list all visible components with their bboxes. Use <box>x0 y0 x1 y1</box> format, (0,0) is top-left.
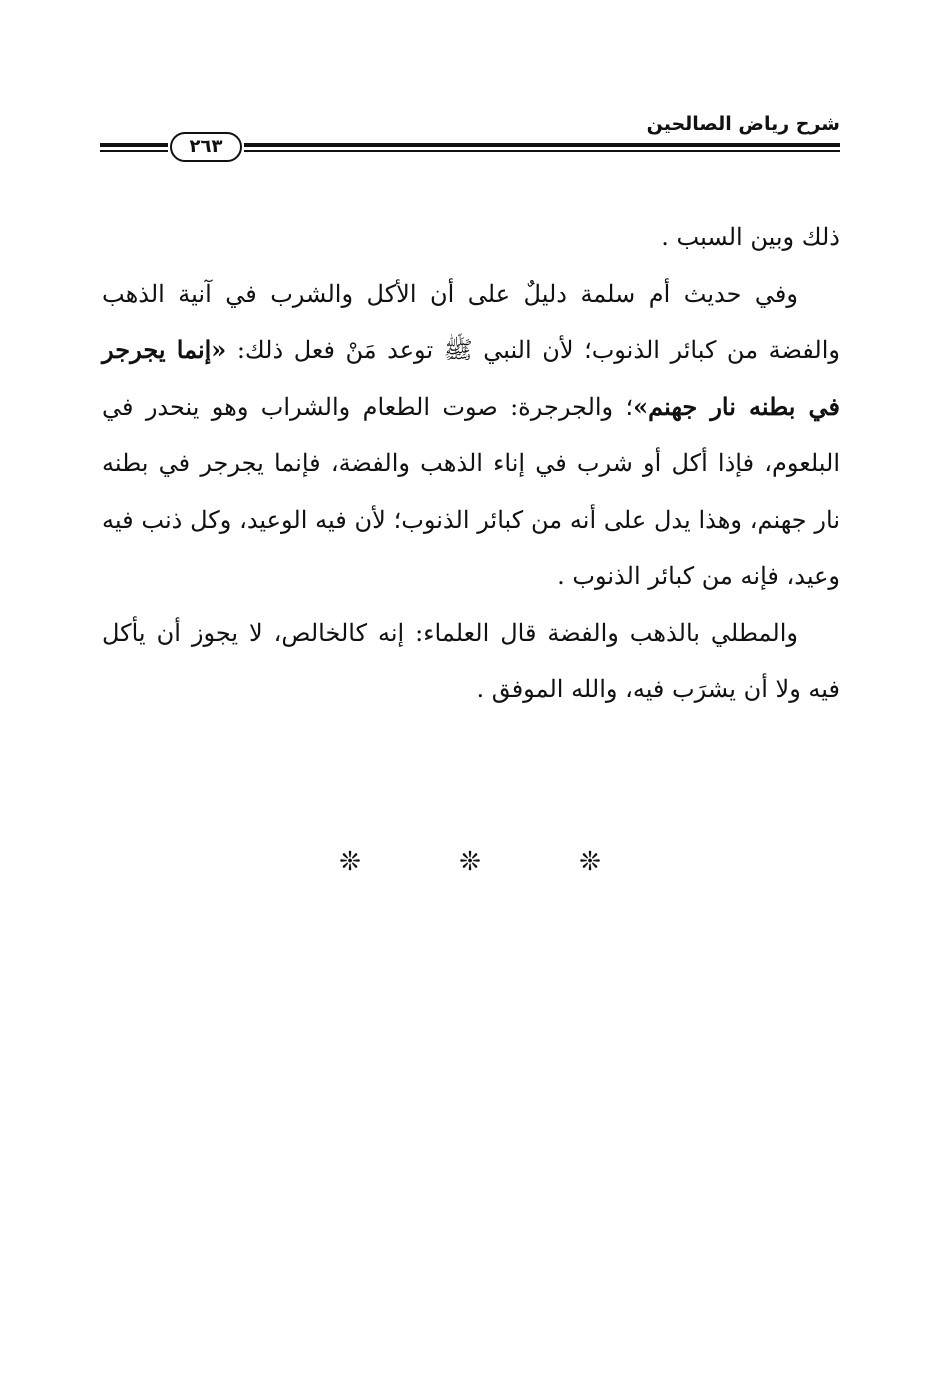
book-title: شرح رياض الصالحين <box>646 113 840 135</box>
main-text <box>102 209 840 718</box>
paragraph-gold-silver-vessels <box>102 266 840 605</box>
header-rule-left-thick <box>100 143 168 147</box>
asterism-icon: ❊ <box>579 847 601 877</box>
asterism-icon: ❊ <box>339 847 361 877</box>
paragraph-1-start: وفي حديث أم سلمة دليلٌ على أن الأكل والشرب في آنية الذهب والفضة من كبائر الذنوب؛ لأن النبي ﷺ توعد مَنْ فعل ذلك: <box>102 279 840 364</box>
header-rule-right-thin <box>244 150 840 152</box>
section-divider <box>330 842 610 882</box>
intro-line: ذلك وبين السبب . <box>661 223 840 251</box>
header-rule-left-thin <box>100 150 168 152</box>
hadith-quote: «إنما يجرجر في بطنه نار جهنم» <box>102 335 841 421</box>
header-rule-right-thick <box>244 143 840 147</box>
paragraph-plated-vessels: والمطلي بالذهب والفضة قال العلماء: إنه كالخالص، لا يجوز أن يأكل فيه ولا أن يشرَب فيه، والله الموفق . <box>102 618 840 703</box>
paragraph-1-end: ؛ والجرجرة: صوت الطعام والشراب وهو ينحدر في البلعوم، فإذا أكل أو شرب في إناء الذهب والفضة، فإنما يجرجر في بطنه نار جهنم، وهذا يدل على أنه من كبائر الذنوب؛ لأن فيه الوعيد، وكل ذنب فيه وعيد، فإنه من كبائر الذنوب . <box>102 392 840 590</box>
asterism-icon: ❊ <box>459 847 481 877</box>
page-header <box>100 108 840 168</box>
page-number: ٢٦٣ <box>170 132 242 162</box>
